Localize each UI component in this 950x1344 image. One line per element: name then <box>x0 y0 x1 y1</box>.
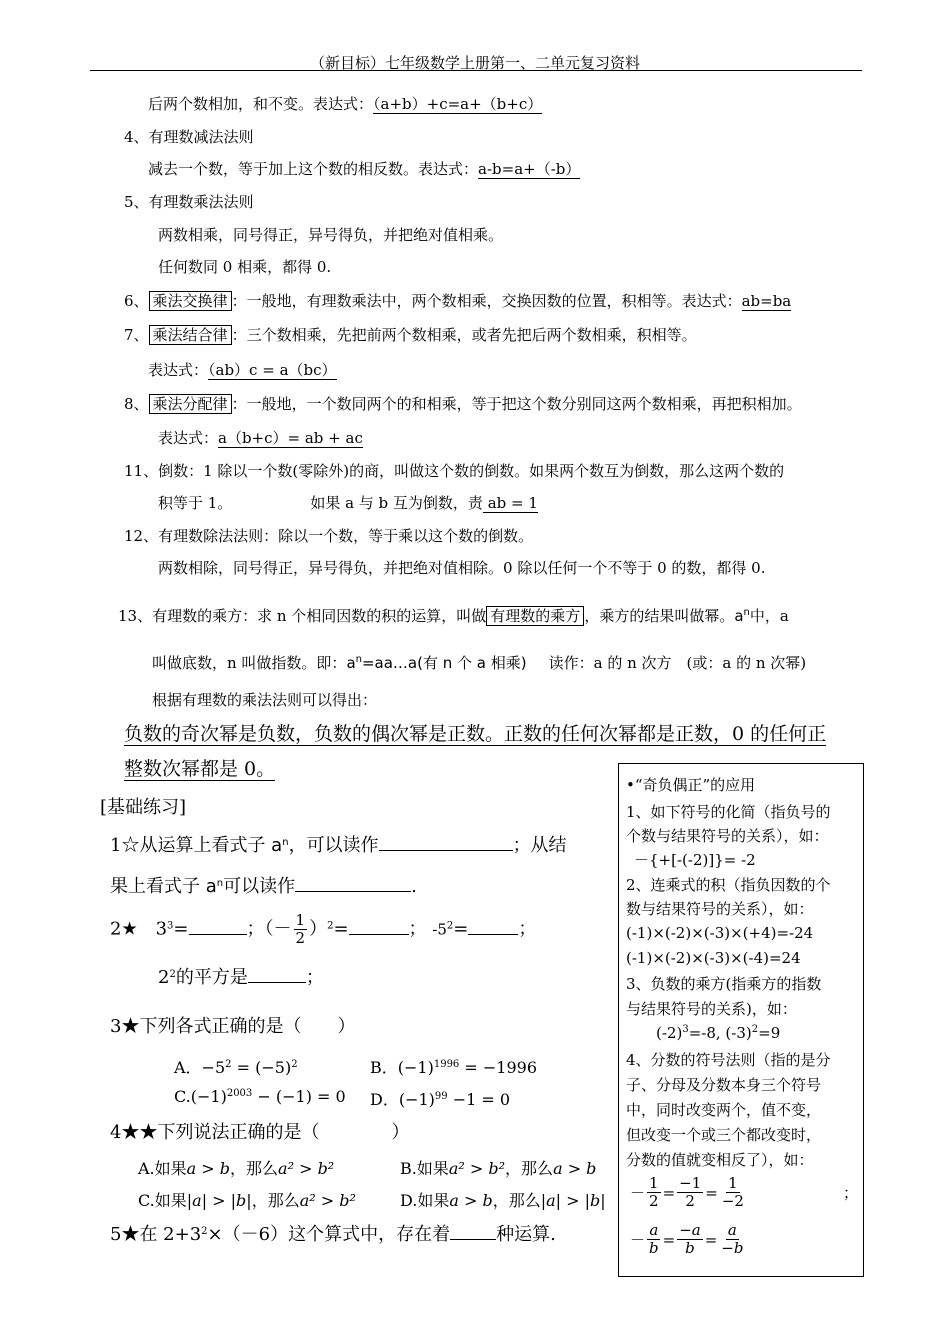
rule13-line3: 根据有理数的乘法法则可以得出： <box>152 691 378 709</box>
sidebar-item2-l4: (-1)×(-2)×(-3)×(-4)=24 <box>626 949 801 967</box>
rule4-formula: a-b=a+（-b） <box>478 160 581 178</box>
q4-option-a[interactable]: A.如果a > b，那么a² > b² <box>138 1159 335 1178</box>
sidebar-title: •“奇负偶正”的应用 <box>626 776 756 794</box>
header-rule <box>90 70 862 71</box>
rule8-line <box>124 393 802 414</box>
rule13-line1 <box>118 605 789 626</box>
rule11-formula: ab = 1 <box>482 494 538 512</box>
q1-answer-blank-1[interactable] <box>379 834 513 851</box>
sidebar-item1-l1: 1、如下符号的化简（指负号的 <box>626 803 831 821</box>
rule13-power-symbol: $a^n$ <box>734 607 750 625</box>
assoc-law-line <box>148 93 542 114</box>
rule7-text: ：三个数相乘，先把前两个数相乘，或者先把后两个数相乘，积相等。 <box>231 326 697 344</box>
rule7-expr-label: 表达式： <box>148 361 209 379</box>
rule8-expr <box>158 427 363 448</box>
q2-answer-blank-2[interactable] <box>349 918 409 935</box>
q4-option-c[interactable]: C.如果|a| > |b|，那么a² > b² <box>138 1191 356 1210</box>
rule13-sign-rule-line2: 整数次幂都是 0。 <box>124 758 276 780</box>
rule6-num: 6、 <box>124 292 149 310</box>
q2-line1: 2★ $3^3=$ ；（－ $\frac{1}{2}$ ）$^2$= ； $-5^2=$ ； <box>110 911 537 947</box>
rule13-base-exp-text: 叫做底数，n 叫做指数。即： <box>152 654 347 672</box>
q3-option-a[interactable]: A．$-5^2 = (-5)^2$ <box>174 1058 298 1077</box>
rule6-boxed-term: 乘法交换律 <box>149 291 232 311</box>
q4-stem: 4★★下列说法正确的是（ ） <box>110 1122 410 1143</box>
q5-line: 5★在 $2+3^2\times(-6)$这个算式中，存在着 种运算. <box>110 1224 556 1245</box>
sidebar-item2-l3: (-1)×(-2)×(-3)×(+4)=-24 <box>626 924 814 942</box>
sidebar-item4-l4: 但改变一个或三个都改变时， <box>626 1126 822 1144</box>
rule13-line2 <box>152 652 806 673</box>
q1-line1: 1☆从运算上看式子 $a^n$，可以读作 ；从结 <box>110 835 567 856</box>
q3-stem: 3★下列各式正确的是（ ） <box>110 1016 356 1037</box>
q2-answer-blank-4[interactable] <box>248 966 306 983</box>
rule8-text: ：一般地，一个数同两个的和相乘，等于把这个数分别同这两个数相乘，再把积相加。 <box>231 395 802 413</box>
q2-answer-blank-1[interactable] <box>189 918 247 935</box>
sidebar-item2-l2: 数与结果符号的关系），如： <box>626 900 814 918</box>
rule7-line <box>124 324 697 345</box>
rule11-product: 积等于 1。 <box>158 494 233 512</box>
rule11-line2 <box>158 492 538 513</box>
rule11-line1: 11、倒数：1 除以一个数(零除外)的商，叫做这个数的倒数。如果两个数互为倒数，那么这两个数的 <box>124 462 785 480</box>
assoc-text: 后两个数相加，和不变。表达式： <box>148 95 374 113</box>
rule8-boxed-term: 乘法分配律 <box>149 394 232 414</box>
q2-fraction: $\frac{1}{2}$ <box>295 911 306 947</box>
rule12-line1: 12、有理数除法法则：除以一个数，等于乘以这个数的倒数。 <box>124 527 534 545</box>
rule7-formula: （ab）c = a（bc） <box>208 361 337 379</box>
rule11-reciprocal-text: 如果 a 与 b 互为倒数，责 <box>310 494 483 512</box>
practice-heading: [基础练习] <box>100 797 187 818</box>
q2-line2: $2^2$的平方是 ； <box>158 967 324 988</box>
page-header: （新目标）七年级数学上册第一、二单元复习资料 <box>309 54 640 72</box>
rule13-text-c: 中，a <box>749 607 789 625</box>
assoc-formula: （a+b）+c=a+（b+c） <box>373 95 543 113</box>
q3-option-d[interactable]: D．$(-1)^{99} -1 = 0$ <box>370 1090 511 1109</box>
rule13-boxed-term: 有理数的乘方 <box>486 606 584 626</box>
rule6-line <box>124 290 791 311</box>
q3-option-c[interactable]: $C.(-1)^{2003} - (-1) = 0$ <box>174 1087 346 1106</box>
sidebar-item4-l2: 子、分母及分数本身三个符号 <box>626 1076 822 1094</box>
sidebar-item1-l3: －{+[-(-2)]}= -2 <box>634 851 756 869</box>
rule5-line1: 两数相乘，同号得正，异号得负，并把绝对值相乘。 <box>158 226 504 244</box>
rule12-line2: 两数相除，同号得正，异号得负，并把绝对值相除。0 除以任何一个不等于 0 的数，都得 0. <box>158 559 766 577</box>
sidebar-item3-example: $(-2)^3=-8$, $(-3)^2=9$ <box>656 1024 781 1042</box>
rule13-sign-rule-line1: 负数的奇次幂是负数，负数的偶次幂是正数。正数的任何次幂都是正数，0 的任何正 <box>124 723 827 745</box>
sidebar-item3-l2: 与结果符号的关系)，如： <box>626 1000 797 1018</box>
q4-option-b[interactable]: B.如果a² > b²，那么a > b <box>400 1159 597 1178</box>
q3-option-b[interactable]: B．$(-1)^{1996} = -1996$ <box>370 1058 537 1077</box>
q1-line2: 果上看式子 $a^n$可以读作 . <box>110 876 417 897</box>
rule13-text-a: 13、有理数的乘方：求 n 个相同因数的积的运算，叫做 <box>118 607 487 625</box>
rule7-expr <box>148 359 337 380</box>
rule5-title: 5、有理数乘法法则 <box>124 193 254 211</box>
sidebar-item4-l5: 分数的值就变相反了），如： <box>626 1151 814 1169</box>
rule4-text: 减去一个数，等于加上这个数的相反数。表达式： <box>148 160 479 178</box>
rule8-num: 8、 <box>124 395 149 413</box>
rule13-text-b: ，乘方的结果叫做幂。 <box>584 607 735 625</box>
rule7-num: 7、 <box>124 326 149 344</box>
sidebar-item4-l3: 中，同时改变两个，值不变， <box>626 1101 822 1119</box>
sidebar-item3-l1: 3、负数的乘方(指乘方的指数 <box>626 975 822 993</box>
sidebar-fraction-example-1: － $\frac{1}{2}$ = $\frac{-1}{2}$ = $\frac{1}{-2}$ ； <box>630 1174 858 1210</box>
rule6-text: ：一般地，有理数乘法中，两个数相乘，交换因数的位置，积相等。表达式： <box>231 292 742 310</box>
rule4-body <box>148 158 580 179</box>
q4-option-d[interactable]: D.如果a > b，那么|a| > |b| <box>400 1191 606 1210</box>
rule8-formula: a（b+c）= ab + ac <box>218 429 363 447</box>
rule13-read-as: 读作：a 的 n 次方 (或：a 的 n 次幂) <box>548 654 807 672</box>
sidebar-fraction-example-2: － $\frac{a}{b}$ = $\frac{-a}{b}$ = $\frac{a}{-b}$ <box>630 1221 744 1257</box>
rule6-formula: ab=ba <box>741 292 792 310</box>
sidebar-item1-l2: 个数与结果符号的关系），如： <box>626 827 829 845</box>
q2-answer-blank-3[interactable] <box>468 918 518 935</box>
rule4-title: 4、有理数减法法则 <box>124 128 254 146</box>
q1-answer-blank-2[interactable] <box>295 875 411 892</box>
rule7-boxed-term: 乘法结合律 <box>149 325 232 345</box>
rule8-expr-label: 表达式： <box>158 429 219 447</box>
rule5-line2: 任何数同 0 相乘，都得 0. <box>158 258 332 276</box>
sidebar-item2-l1: 2、连乘式的积（指负因数的个 <box>626 876 831 894</box>
sidebar-item4-l1: 4、分数的符号法则（指的是分 <box>626 1051 831 1069</box>
rule13-def-formula: $a^n=aa\dots a$(有 n 个 a 相乘) <box>346 654 527 672</box>
q5-answer-blank[interactable] <box>450 1223 496 1240</box>
